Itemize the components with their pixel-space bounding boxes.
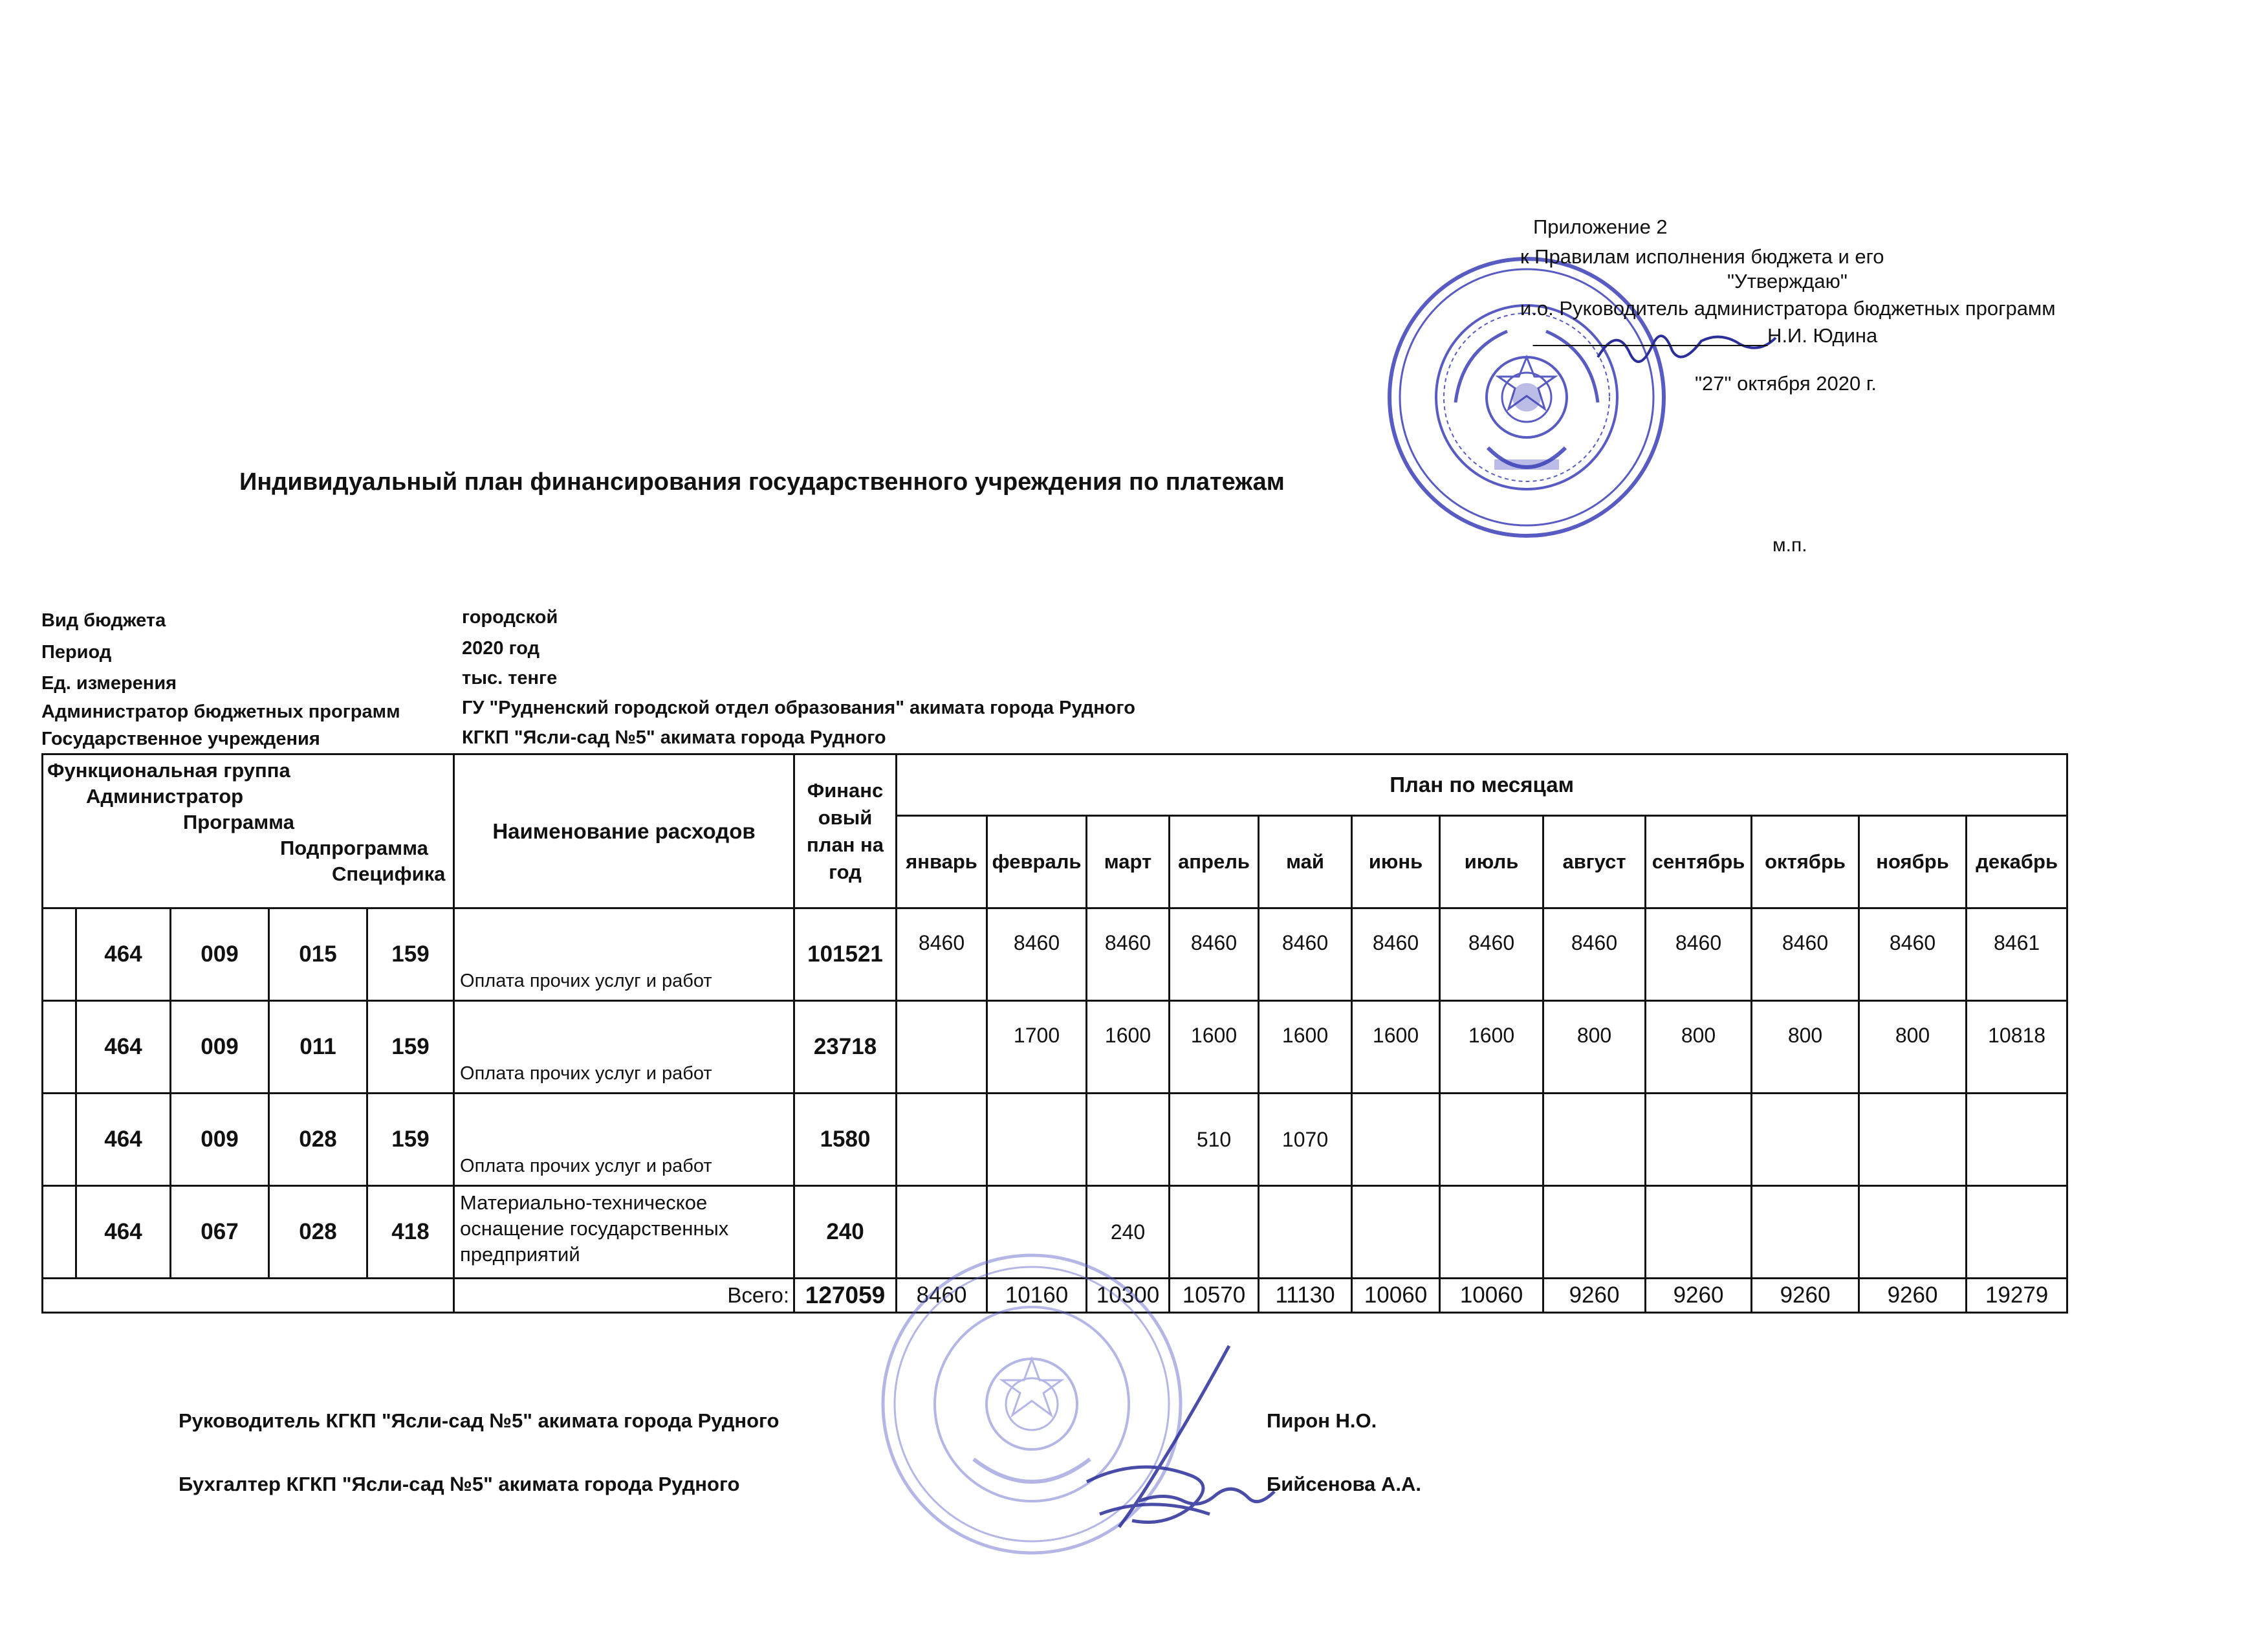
header-subprogram: Подпрограмма	[280, 837, 428, 859]
month-value-may: 1600	[1259, 1001, 1352, 1094]
summary-total: 127059	[794, 1279, 897, 1313]
meta-value: 2020 год	[462, 638, 540, 659]
month-value-jan	[897, 1001, 987, 1094]
month-header-sep: сентябрь	[1646, 816, 1752, 908]
functional-group-cell	[43, 1001, 76, 1094]
signature-head-name: Пирон Н.О.	[1267, 1409, 1377, 1432]
month-value-oct	[1752, 1094, 1859, 1186]
signature-head-role: Руководитель КГКП "Ясли-сад №5" акимата города Рудного	[179, 1409, 780, 1432]
month-value-jun: 8460	[1352, 908, 1440, 1001]
month-value-nov	[1859, 1094, 1967, 1186]
specific-code: 159	[367, 1094, 454, 1186]
subprogram-code: 015	[269, 908, 367, 1001]
header-administrator: Администратор	[86, 785, 244, 808]
meta-value: КГКП "Ясли-сад №5" акимата города Рудного	[462, 727, 886, 748]
month-header-aug: август	[1543, 816, 1646, 908]
functional-group-cell	[43, 1094, 76, 1186]
month-value-sep	[1646, 1186, 1752, 1279]
subprogram-code: 028	[269, 1094, 367, 1186]
month-value-jul	[1440, 1094, 1543, 1186]
month-value-aug: 800	[1543, 1001, 1646, 1094]
month-value-mar: 8460	[1087, 908, 1170, 1001]
signature-accountant-name: Бийсенова А.А.	[1267, 1473, 1422, 1495]
expense-name: Оплата прочих услуг и работ	[454, 1094, 794, 1186]
month-value-oct: 8460	[1752, 908, 1859, 1001]
summary-month-apr: 10570	[1170, 1279, 1259, 1313]
month-header-jan: январь	[897, 816, 987, 908]
approval-block	[1520, 212, 2056, 399]
month-header-nov: ноябрь	[1859, 816, 1967, 908]
month-value-dec: 8461	[1967, 908, 2067, 1001]
month-value-oct: 800	[1752, 1001, 1859, 1094]
month-value-oct	[1752, 1186, 1859, 1279]
month-value-may	[1259, 1186, 1352, 1279]
month-value-aug: 8460	[1543, 908, 1646, 1001]
month-value-jul: 8460	[1440, 908, 1543, 1001]
annual-plan-header	[794, 754, 897, 908]
appendix-line-2: к Правилам исполнения бюджета и его	[1520, 245, 1884, 268]
annual-plan-header-line: год	[829, 860, 862, 883]
annual-plan-value: 1580	[794, 1094, 897, 1186]
summary-month-jun: 10060	[1352, 1279, 1440, 1313]
summary-month-dec: 19279	[1967, 1279, 2067, 1313]
month-value-sep: 8460	[1646, 908, 1752, 1001]
month-header-mar: март	[1087, 816, 1170, 908]
month-header-oct: октябрь	[1752, 816, 1859, 908]
month-header-dec: декабрь	[1967, 816, 2067, 908]
month-value-jun	[1352, 1186, 1440, 1279]
program-code: 009	[171, 1094, 269, 1186]
summary-month-sep: 9260	[1646, 1279, 1752, 1313]
month-value-jun: 1600	[1352, 1001, 1440, 1094]
summary-month-feb: 10160	[987, 1279, 1087, 1313]
specific-code: 418	[367, 1186, 454, 1279]
month-header-feb: февраль	[987, 816, 1087, 908]
administrator-code: 464	[76, 1186, 171, 1279]
meta-label: Вид бюджета	[41, 610, 166, 631]
table-row	[43, 908, 2067, 1001]
approver-position: и.о. Руководитель администратора бюджетных программ	[1520, 297, 2056, 320]
program-code: 067	[171, 1186, 269, 1279]
approve-heading: "Утверждаю"	[1727, 270, 1848, 292]
month-value-feb	[987, 1094, 1087, 1186]
meta-value: городской	[462, 607, 558, 628]
administrator-code: 464	[76, 1001, 171, 1094]
month-value-apr: 8460	[1170, 908, 1259, 1001]
month-value-nov	[1859, 1186, 1967, 1279]
summary-label: Всего:	[454, 1279, 794, 1313]
month-value-dec	[1967, 1186, 2067, 1279]
meta-value: тыс. тенге	[462, 668, 558, 688]
accountant-signature	[1061, 1339, 1281, 1546]
month-value-nov: 8460	[1859, 908, 1967, 1001]
month-value-aug	[1543, 1186, 1646, 1279]
month-value-jun	[1352, 1094, 1440, 1186]
program-code: 009	[171, 908, 269, 1001]
month-value-dec: 10818	[1967, 1001, 2067, 1094]
month-header-may: май	[1259, 816, 1352, 908]
meta-label: Государственное учреждения	[41, 729, 320, 749]
plan-rows	[43, 908, 2067, 1279]
summary-month-jul: 10060	[1440, 1279, 1543, 1313]
monthly-plan-header: План по месяцам	[897, 754, 2067, 816]
summary-month-may: 11130	[1259, 1279, 1352, 1313]
annual-plan-value: 101521	[794, 908, 897, 1001]
header-row-1	[43, 754, 2067, 816]
subprogram-code: 028	[269, 1186, 367, 1279]
month-value-apr: 1600	[1170, 1001, 1259, 1094]
summary-month-aug: 9260	[1543, 1279, 1646, 1313]
functional-group-cell	[43, 1186, 76, 1279]
approval-date: "27" октября 2020 г.	[1695, 372, 1877, 395]
summary-blank	[43, 1279, 454, 1313]
header-functional-group: Функциональная группа	[47, 759, 290, 782]
month-value-dec	[1967, 1094, 2067, 1186]
annual-plan-header-line: Финанс	[807, 778, 884, 802]
expense-name: Оплата прочих услуг и работ	[454, 908, 794, 1001]
header-program: Программа	[183, 811, 294, 833]
month-value-may: 1070	[1259, 1094, 1352, 1186]
summary-month-jan: 8460	[897, 1279, 987, 1313]
month-value-sep	[1646, 1094, 1752, 1186]
specific-code: 159	[367, 908, 454, 1001]
annual-plan-value: 23718	[794, 1001, 897, 1094]
meta-label: Период	[41, 642, 112, 663]
summary-month-oct: 9260	[1752, 1279, 1859, 1313]
financing-plan-table	[41, 753, 2068, 1314]
month-value-feb: 8460	[987, 908, 1087, 1001]
month-header-apr: апрель	[1170, 816, 1259, 908]
month-value-may: 8460	[1259, 908, 1352, 1001]
month-value-mar	[1087, 1094, 1170, 1186]
appendix-line-1: Приложение 2	[1533, 215, 1668, 238]
functional-group-cell	[43, 908, 76, 1001]
month-value-mar: 240	[1087, 1186, 1170, 1279]
approver-signer: _____________________Н.И. Юдина	[1533, 324, 1878, 347]
stamp-place-label: м.п.	[1772, 534, 1807, 556]
document-title: Индивидуальный план финансирования государственного учреждения по платежам	[239, 468, 1285, 496]
month-value-apr: 510	[1170, 1094, 1259, 1186]
month-header-jul: июль	[1440, 816, 1543, 908]
specific-code: 159	[367, 1001, 454, 1094]
summary-month-nov: 9260	[1859, 1279, 1967, 1313]
meta-label: Ед. измерения	[41, 673, 177, 694]
administrator-code: 464	[76, 1094, 171, 1186]
month-value-nov: 800	[1859, 1001, 1967, 1094]
administrator-code: 464	[76, 908, 171, 1001]
expense-name-header: Наименование расходов	[454, 754, 794, 908]
meta-value: ГУ "Рудненский городской отдел образования" акимата города Рудного	[462, 698, 1135, 718]
meta-label: Администратор бюджетных программ	[41, 701, 400, 722]
month-value-jul	[1440, 1186, 1543, 1279]
annual-plan-header-line: овый	[818, 806, 873, 829]
program-code: 009	[171, 1001, 269, 1094]
month-value-jan: 8460	[897, 908, 987, 1001]
month-value-mar: 1600	[1087, 1001, 1170, 1094]
month-value-jan	[897, 1094, 987, 1186]
codes-header	[43, 754, 454, 908]
month-header-jun: июнь	[1352, 816, 1440, 908]
header-specific: Специфика	[332, 863, 446, 885]
expense-name: Материально-техническое оснащение государственных предприятий	[454, 1186, 794, 1279]
summary-month-mar: 10300	[1087, 1279, 1170, 1313]
table-row	[43, 1094, 2067, 1186]
expense-name: Оплата прочих услуг и работ	[454, 1001, 794, 1094]
month-value-feb: 1700	[987, 1001, 1087, 1094]
table-row	[43, 1001, 2067, 1094]
month-value-jul: 1600	[1440, 1001, 1543, 1094]
month-value-sep: 800	[1646, 1001, 1752, 1094]
subprogram-code: 011	[269, 1001, 367, 1094]
signature-accountant-role: Бухгалтер КГКП "Ясли-сад №5" акимата города Рудного	[179, 1473, 740, 1495]
month-value-aug	[1543, 1094, 1646, 1186]
annual-plan-header-line: план на	[807, 833, 884, 856]
annual-plan-value: 240	[794, 1186, 897, 1279]
